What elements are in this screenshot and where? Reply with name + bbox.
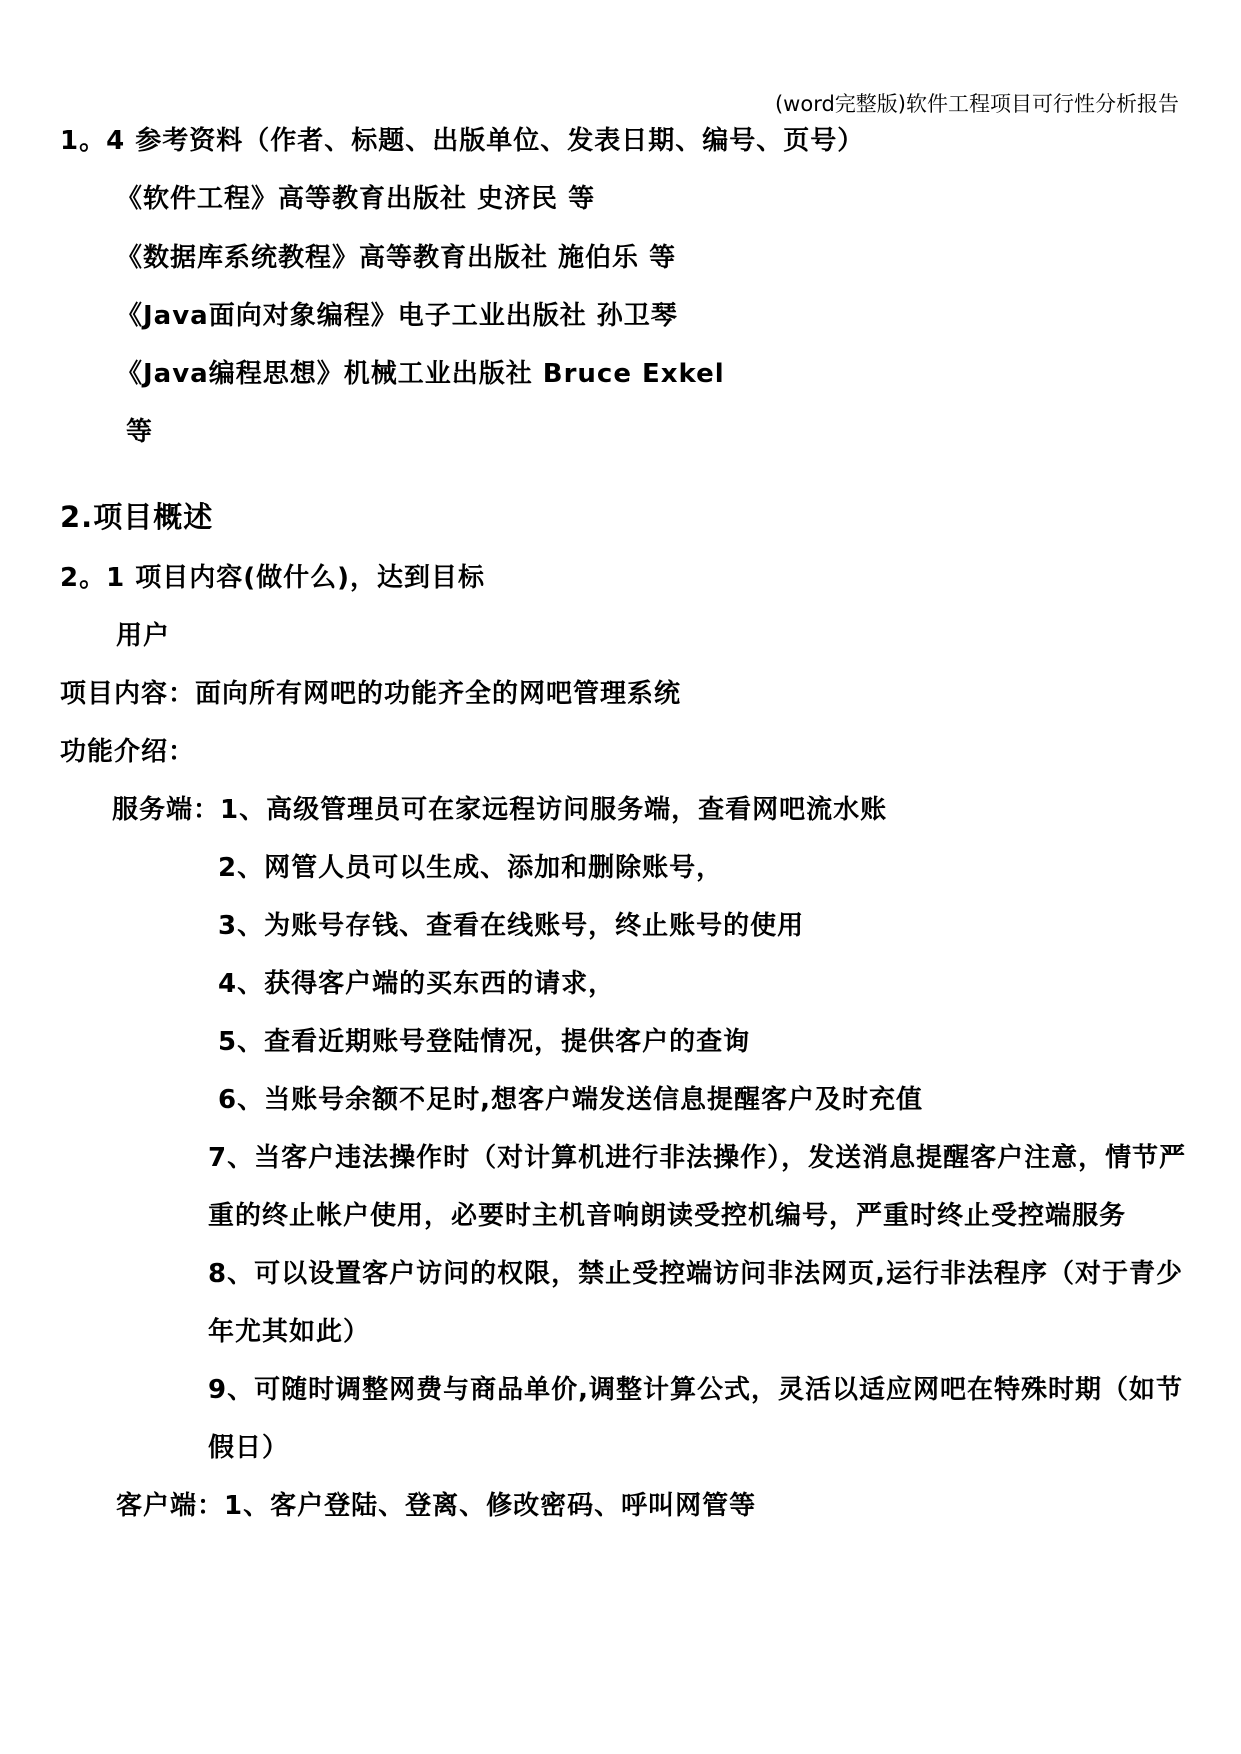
reference-item: 《Java面向对象编程》电子工业出版社 孙卫琴	[116, 301, 678, 331]
client-feature-item: 客户端：1、客户登陆、登离、修改密码、呼叫网管等	[116, 1491, 757, 1521]
server-feature-item: 服务端：1、高级管理员可在家远程访问服务端，查看网吧流水账	[112, 795, 888, 825]
server-feature-item: 假日）	[208, 1433, 290, 1463]
server-feature-item: 6、当账号余额不足时,想客户端发送信息提醒客户及时充值	[218, 1085, 923, 1115]
project-content-line: 项目内容：面向所有网吧的功能齐全的网吧管理系统	[60, 679, 682, 709]
reference-item: 等	[126, 417, 154, 447]
server-feature-item: 2、网管人员可以生成、添加和删除账号，	[218, 853, 724, 883]
server-feature-item: 8、可以设置客户访问的权限，禁止受控端访问非法网页,运行非法程序（对于青少	[208, 1259, 1183, 1289]
server-feature-item: 重的终止帐户使用，必要时主机音响朗读受控机编号，严重时终止受控端服务	[208, 1201, 1127, 1231]
section-heading-1-4: 1。4 参考资料（作者、标题、出版单位、发表日期、编号、页号）	[60, 126, 865, 156]
server-feature-item: 年尤其如此）	[208, 1317, 371, 1347]
server-feature-item: 9、可随时调整网费与商品单价,调整计算公式，灵活以适应网吧在特殊时期（如节	[208, 1375, 1183, 1405]
section-heading-2-1: 2。1 项目内容(做什么)，达到目标	[60, 563, 485, 593]
user-label: 用户	[116, 621, 171, 651]
reference-item: 《数据库系统教程》高等教育出版社 施伯乐 等	[116, 243, 677, 273]
features-label: 功能介绍：	[60, 737, 196, 767]
reference-item: 《Java编程思想》机械工业出版社 Bruce Exkel	[116, 359, 725, 389]
server-feature-item: 7、当客户违法操作时（对计算机进行非法操作），发送消息提醒客户注意，情节严	[208, 1143, 1187, 1173]
server-feature-item: 5、查看近期账号登陆情况，提供客户的查询	[218, 1027, 751, 1057]
reference-item: 《软件工程》高等教育出版社 史济民 等	[116, 184, 596, 214]
page-header: (word完整版)软件工程项目可行性分析报告	[774, 92, 1179, 116]
server-feature-item: 4、获得客户端的买东西的请求，	[218, 969, 616, 999]
server-feature-item: 3、为账号存钱、查看在线账号，终止账号的使用	[218, 911, 805, 941]
section-heading-2: 2.项目概述	[60, 500, 214, 534]
